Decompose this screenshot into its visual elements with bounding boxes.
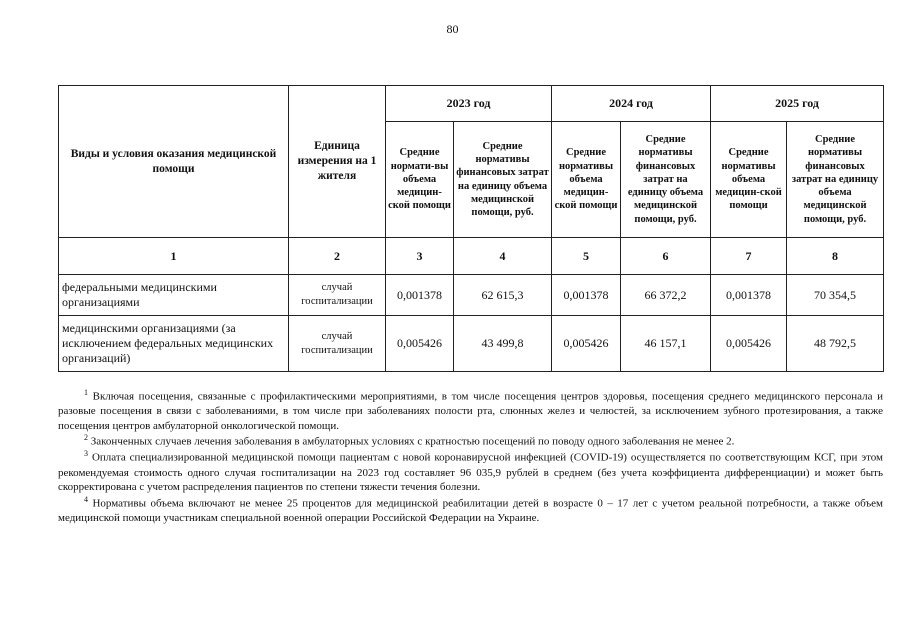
table-row [59,316,884,372]
footnote [58,433,883,449]
cost-2024-header: Средние нормативы финансовых затрат на единицу объема медицинской помощи, руб. [621,122,711,238]
year-2024-header: 2024 год [552,86,711,122]
volume-2025-cell: 0,001378 [711,275,787,316]
cost-2023-cell: 62 615,3 [454,275,552,316]
column-number: 2 [289,238,386,275]
cost-2024-cell: 66 372,2 [621,275,711,316]
footnote-text: Включая посещения, связанные с профилактическими мероприятиями, в том числе посещения центров здоровья, посещения среднего медицинского персонала и разовые посещения в связи с заболеваниями, в том числе при заболеваниях полости рта, слюнных желез и челюстей, за исключением зубного протезирования, а также посещения центров амбулаторной онкологической помощи. [58,390,884,432]
cost-2023-cell: 43 499,8 [454,316,552,372]
cost-2025-cell: 48 792,5 [787,316,884,372]
year-2023-header: 2023 год [386,86,552,122]
footnote-text: Законченных случаев лечения заболевания в амбулаторных условиях с кратностью посещений по поводу одного заболевания не менее 2. [90,435,735,448]
unit-cell: случай госпитализации [289,275,386,316]
volume-2023-cell: 0,005426 [386,316,454,372]
volume-2024-header: Средние нормативы объема медицин-ской помощи [552,122,621,238]
col1-header: Виды и условия оказания медицинской помощи [59,86,289,238]
column-number: 8 [787,238,884,275]
volume-2024-cell: 0,001378 [552,275,621,316]
footnote-mark: 1 [84,388,88,397]
footnote [58,388,883,433]
volume-2023-header: Средние нормати-вы объема медицин-ской помощи [386,122,454,238]
volume-2025-cell: 0,005426 [711,316,787,372]
unit-cell: случай госпитализации [289,316,386,372]
footnote-text: Оплата специализированной медицинской помощи пациентам с новой коронавирусной инфекцией (COVID-19) осуществляется по соответствующим КСГ, при этом рекомендуемая стоимость одного случая госпитализации на 2023 год составляет 96 035,9 рублей в среднем (без учета коэффициента дифференциации) и может быть скорректирована с учетом распределения пациентов по степени тяжести течения болезни. [58,452,883,494]
footnote-mark: 4 [84,494,88,504]
volume-2025-header: Средние нормативы объема медицин-ской помощи [711,122,787,238]
column-number: 5 [552,238,621,275]
norms-table [58,85,884,372]
cost-2023-header: Средние нормативы финансовых затрат на единицу объема медицинской помощи, руб. [454,122,552,238]
footnote-mark: 3 [84,449,88,459]
cost-2025-header: Средние нормативы финансовых затрат на единицу объема медицинской помощи, руб. [787,122,884,238]
col2-header: Единица измерения на 1 жителя [289,86,386,238]
column-number: 6 [621,238,711,275]
table-row [59,275,884,316]
volume-2024-cell: 0,005426 [552,316,621,372]
cost-2025-cell: 70 354,5 [787,275,884,316]
care-kind-cell: медицинскими организациями (за исключением федеральных медицинских организаций) [59,316,289,372]
column-number-row [59,238,884,275]
header-row-years [59,86,884,122]
column-number: 4 [454,238,552,275]
footnote [58,449,883,494]
footnote-mark: 2 [84,433,88,443]
column-number: 1 [59,238,289,275]
column-number: 7 [711,238,787,275]
footnote [58,495,883,526]
care-kind-cell: федеральными медицинскими организациями [59,275,289,316]
page-number: 80 [446,22,459,36]
footnotes [58,388,883,525]
footnote-text: Нормативы объема включают не менее 25 процентов для медицинской реабилитации детей в возрасте 0 – 17 лет с учетом реальной потребности, а также объем медицинской помощи участникам специальной военной операции Российской Федерации на Украине. [58,497,883,524]
column-number: 3 [386,238,454,275]
year-2025-header: 2025 год [711,86,884,122]
cost-2024-cell: 46 157,1 [621,316,711,372]
volume-2023-cell: 0,001378 [386,275,454,316]
